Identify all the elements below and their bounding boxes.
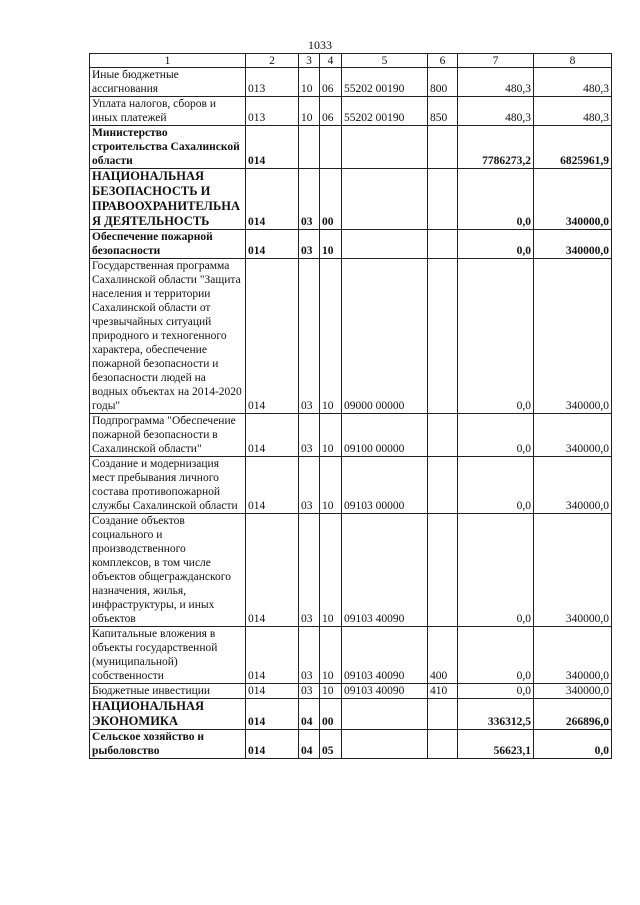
cell-section: 10 — [299, 68, 320, 97]
cell-amount-2: 340000,0 — [534, 457, 612, 514]
cell-amount-2: 6825961,9 — [534, 126, 612, 169]
cell-subsection: 10 — [320, 457, 342, 514]
cell-target-article: 09000 00000 — [342, 259, 428, 414]
cell-admin-code: 014 — [246, 730, 299, 759]
table-row — [90, 97, 612, 126]
cell-expense-type — [428, 514, 458, 627]
cell-amount-1: 336312,5 — [458, 699, 534, 730]
column-header: 2 — [246, 54, 299, 68]
cell-target-article — [342, 169, 428, 230]
cell-target-article: 55202 00190 — [342, 97, 428, 126]
cell-section: 03 — [299, 627, 320, 684]
table-row — [90, 68, 612, 97]
cell-target-article: 09103 40090 — [342, 627, 428, 684]
page-number: 1033 — [308, 38, 332, 52]
cell-subsection: 10 — [320, 230, 342, 259]
cell-target-article — [342, 126, 428, 169]
row-name: Уплата налогов, сборов и иных платежей — [90, 97, 246, 126]
row-name: Подпрограмма "Обеспечение пожарной безопасности в Сахалинской области" — [90, 414, 246, 457]
cell-expense-type: 800 — [428, 68, 458, 97]
cell-subsection: 10 — [320, 684, 342, 699]
cell-subsection: 10 — [320, 259, 342, 414]
cell-expense-type: 850 — [428, 97, 458, 126]
cell-amount-2: 266896,0 — [534, 699, 612, 730]
cell-amount-1: 0,0 — [458, 230, 534, 259]
row-name: НАЦИОНАЛЬНАЯ БЕЗОПАСНОСТЬ И ПРАВООХРАНИТЕЛЬНАЯ ДЕЯТЕЛЬНОСТЬ — [90, 169, 246, 230]
cell-expense-type — [428, 699, 458, 730]
cell-expense-type — [428, 230, 458, 259]
cell-subsection: 06 — [320, 97, 342, 126]
cell-subsection: 05 — [320, 730, 342, 759]
row-name: Бюджетные инвестиции — [90, 684, 246, 699]
cell-admin-code: 014 — [246, 230, 299, 259]
cell-amount-1: 7786273,2 — [458, 126, 534, 169]
cell-admin-code: 013 — [246, 68, 299, 97]
row-name: Сельское хозяйство и рыболовство — [90, 730, 246, 759]
table-row — [90, 230, 612, 259]
cell-admin-code: 014 — [246, 126, 299, 169]
cell-section: 03 — [299, 169, 320, 230]
cell-admin-code: 014 — [246, 414, 299, 457]
cell-amount-1: 0,0 — [458, 259, 534, 414]
row-name: Министерство строительства Сахалинской области — [90, 126, 246, 169]
cell-section: 03 — [299, 684, 320, 699]
table-row — [90, 126, 612, 169]
row-name: Государственная программа Сахалинской области "Защита населения и территории Сахалинской области от чрезвычайных ситуаций природного и техногенного характера, обеспечение пожарной безопасности и безопасности людей на водных объектах на 2014-2020 годы" — [90, 259, 246, 414]
cell-amount-2: 340000,0 — [534, 169, 612, 230]
cell-subsection: 00 — [320, 699, 342, 730]
cell-admin-code: 014 — [246, 169, 299, 230]
row-name: НАЦИОНАЛЬНАЯ ЭКОНОМИКА — [90, 699, 246, 730]
cell-amount-1: 0,0 — [458, 169, 534, 230]
cell-section: 03 — [299, 414, 320, 457]
cell-subsection: 06 — [320, 68, 342, 97]
cell-amount-2: 340000,0 — [534, 230, 612, 259]
column-header: 7 — [458, 54, 534, 68]
cell-amount-1: 0,0 — [458, 457, 534, 514]
cell-amount-1: 0,0 — [458, 684, 534, 699]
cell-admin-code: 014 — [246, 684, 299, 699]
cell-amount-2: 340000,0 — [534, 514, 612, 627]
cell-amount-2: 340000,0 — [534, 414, 612, 457]
cell-target-article — [342, 230, 428, 259]
cell-subsection: 10 — [320, 414, 342, 457]
column-header: 4 — [320, 54, 342, 68]
cell-target-article: 09103 40090 — [342, 684, 428, 699]
cell-section — [299, 126, 320, 169]
table-row — [90, 627, 612, 684]
cell-expense-type — [428, 730, 458, 759]
cell-amount-2: 340000,0 — [534, 684, 612, 699]
row-name: Создание объектов социального и производственного комплексов, в том числе объектов общегражданского назначения, жилья, инфраструктуры, и иных объектов — [90, 514, 246, 627]
cell-expense-type — [428, 126, 458, 169]
table-row — [90, 169, 612, 230]
cell-section: 03 — [299, 457, 320, 514]
cell-admin-code: 014 — [246, 627, 299, 684]
cell-amount-1: 56623,1 — [458, 730, 534, 759]
cell-section: 04 — [299, 699, 320, 730]
cell-section: 04 — [299, 730, 320, 759]
cell-amount-1: 480,3 — [458, 97, 534, 126]
cell-amount-2: 480,3 — [534, 68, 612, 97]
cell-amount-1: 480,3 — [458, 68, 534, 97]
cell-amount-2: 480,3 — [534, 97, 612, 126]
cell-amount-1: 0,0 — [458, 414, 534, 457]
cell-amount-2: 0,0 — [534, 730, 612, 759]
cell-admin-code: 014 — [246, 514, 299, 627]
cell-section: 10 — [299, 97, 320, 126]
budget-table — [89, 53, 612, 759]
table-row — [90, 699, 612, 730]
cell-section: 03 — [299, 514, 320, 627]
cell-target-article — [342, 699, 428, 730]
cell-subsection: 10 — [320, 514, 342, 627]
cell-amount-1: 0,0 — [458, 514, 534, 627]
row-name: Капитальные вложения в объекты государственной (муниципальной) собственности — [90, 627, 246, 684]
row-name: Создание и модернизация мест пребывания личного состава противопожарной службы Сахалинской области — [90, 457, 246, 514]
row-name: Иные бюджетные ассигнования — [90, 68, 246, 97]
cell-expense-type: 400 — [428, 627, 458, 684]
cell-admin-code: 014 — [246, 699, 299, 730]
cell-admin-code: 013 — [246, 97, 299, 126]
cell-expense-type — [428, 414, 458, 457]
column-header: 6 — [428, 54, 458, 68]
cell-subsection: 10 — [320, 627, 342, 684]
column-header: 1 — [90, 54, 246, 68]
cell-target-article: 09103 00000 — [342, 457, 428, 514]
header-row — [90, 54, 612, 68]
cell-subsection: 00 — [320, 169, 342, 230]
cell-expense-type — [428, 169, 458, 230]
table-row — [90, 730, 612, 759]
table-row — [90, 259, 612, 414]
cell-expense-type: 410 — [428, 684, 458, 699]
cell-target-article — [342, 730, 428, 759]
cell-admin-code: 014 — [246, 457, 299, 514]
column-header: 5 — [342, 54, 428, 68]
table-row — [90, 414, 612, 457]
cell-section: 03 — [299, 259, 320, 414]
row-name: Обеспечение пожарной безопасности — [90, 230, 246, 259]
cell-expense-type — [428, 259, 458, 414]
cell-target-article: 09100 00000 — [342, 414, 428, 457]
table-row — [90, 514, 612, 627]
cell-target-article: 55202 00190 — [342, 68, 428, 97]
cell-amount-2: 340000,0 — [534, 259, 612, 414]
cell-amount-2: 340000,0 — [534, 627, 612, 684]
cell-expense-type — [428, 457, 458, 514]
cell-target-article: 09103 40090 — [342, 514, 428, 627]
cell-admin-code: 014 — [246, 259, 299, 414]
cell-subsection — [320, 126, 342, 169]
cell-section: 03 — [299, 230, 320, 259]
column-header: 3 — [299, 54, 320, 68]
table-row — [90, 684, 612, 699]
column-header: 8 — [534, 54, 612, 68]
table-row — [90, 457, 612, 514]
cell-amount-1: 0,0 — [458, 627, 534, 684]
